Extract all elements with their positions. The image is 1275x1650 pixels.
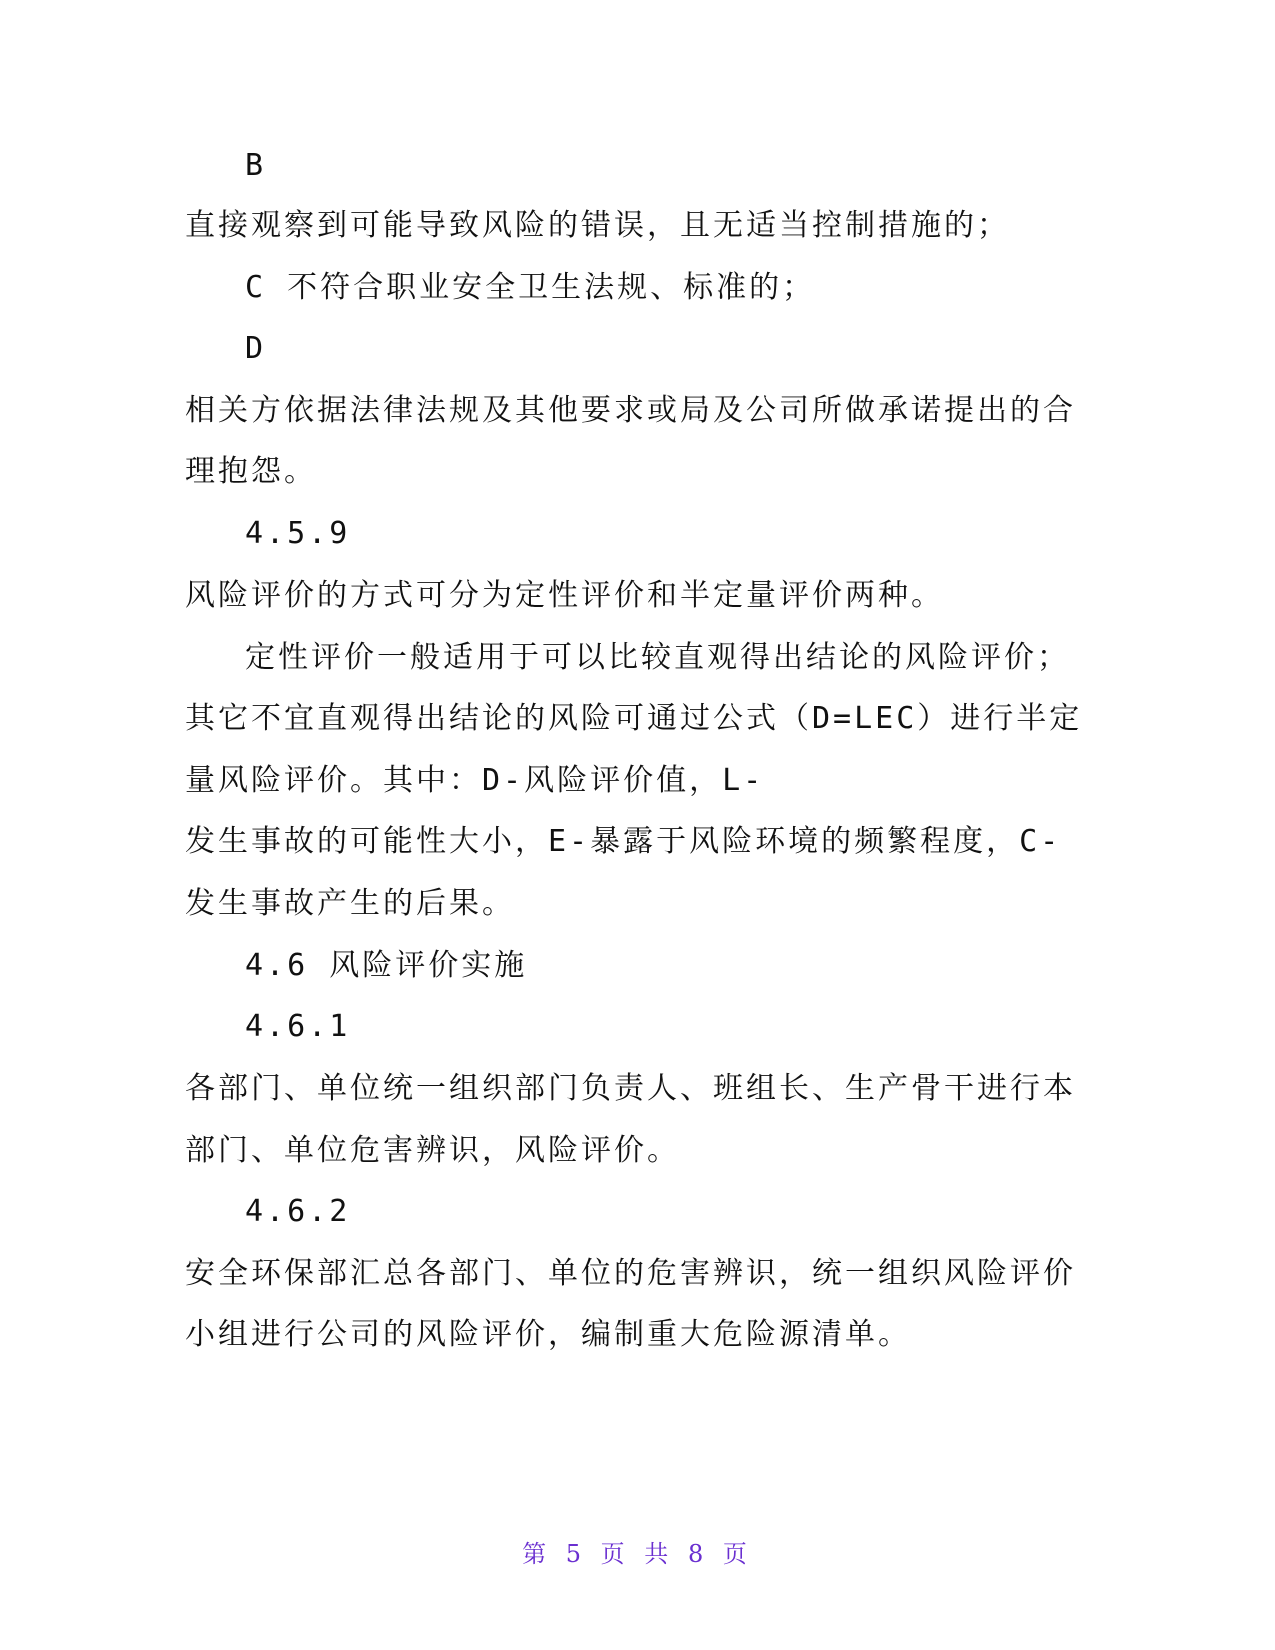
page-number-footer: 第 5 页 共 8 页: [522, 1540, 753, 1568]
paragraph-line1: 定性评价一般适用于可以比较直观得出结论的风险评价；: [245, 640, 1070, 675]
paragraph-line5: 发生事故产生的后果。: [185, 886, 515, 921]
section-4-6-2-number: 4.6.2: [245, 1194, 351, 1229]
section-4-6-heading: 4.6 风险评价实施: [245, 948, 528, 983]
item-d-text-line2: 理抱怨。: [185, 454, 317, 489]
item-d-text-line1: 相关方依据法律法规及其他要求或局及公司所做承诺提出的合: [185, 393, 1076, 428]
section-4-5-9-text: 风险评价的方式可分为定性评价和半定量评价两种。: [185, 578, 944, 613]
paragraph-line4: 发生事故的可能性大小，E-暴露于风险环境的频繁程度，C-: [185, 824, 1062, 859]
section-4-6-2-text-line2: 小组进行公司的风险评价，编制重大危险源清单。: [185, 1317, 911, 1352]
item-d-label: D: [245, 331, 267, 366]
item-c-text: C 不符合职业安全卫生法规、标准的；: [245, 270, 816, 305]
paragraph-line3: 量风险评价。其中：D-风险评价值，L-: [185, 763, 765, 798]
item-b-label: B: [245, 148, 267, 183]
section-4-5-9-number: 4.5.9: [245, 516, 351, 551]
section-4-6-1-text-line1: 各部门、单位统一组织部门负责人、班组长、生产骨干进行本: [185, 1071, 1076, 1106]
paragraph-line2: 其它不宜直观得出结论的风险可通过公式（D=LEC）进行半定: [185, 701, 1083, 736]
section-4-6-1-text-line2: 部门、单位危害辨识，风险评价。: [185, 1133, 680, 1168]
section-4-6-2-text-line1: 安全环保部汇总各部门、单位的危害辨识，统一组织风险评价: [185, 1256, 1076, 1291]
item-b-text: 直接观察到可能导致风险的错误，且无适当控制措施的；: [185, 208, 1010, 243]
section-4-6-1-number: 4.6.1: [245, 1009, 351, 1044]
